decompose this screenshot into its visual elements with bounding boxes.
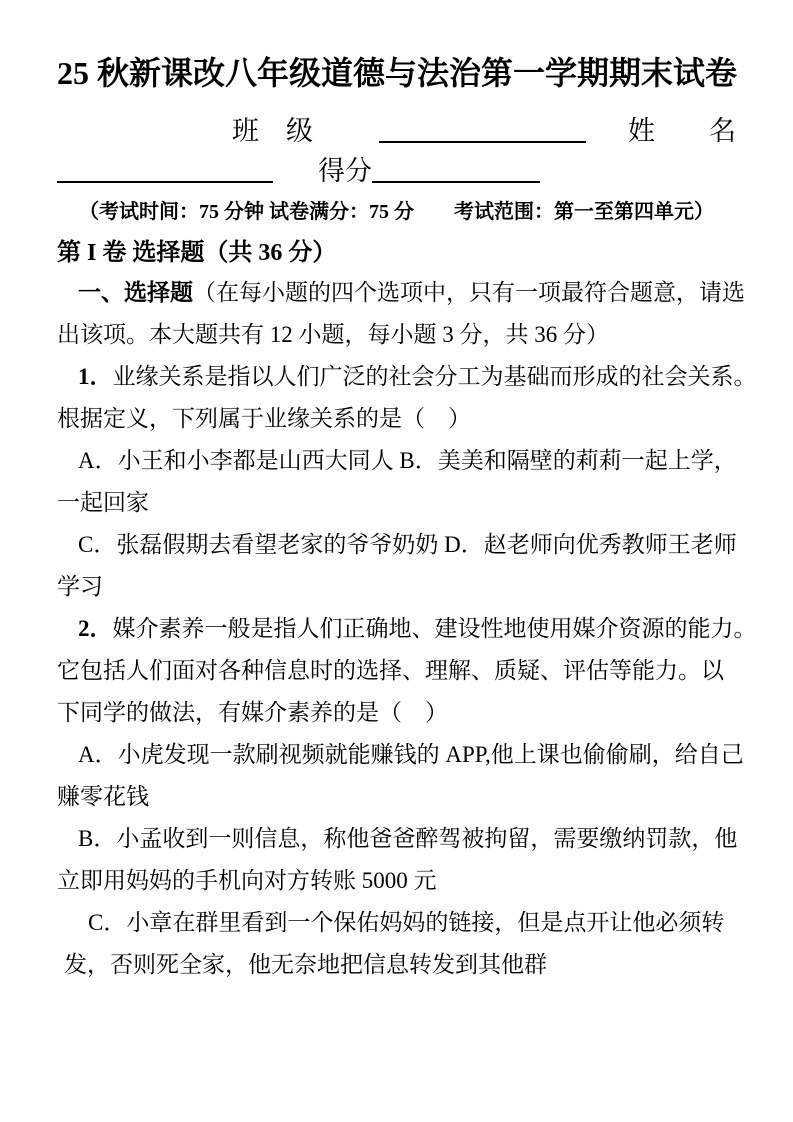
line-lead: 2． [78,616,113,642]
line-text: 出该项。本大题共有 12 小题，每小题 3 分，共 36 分） [57,322,609,348]
line-text: 一起回家 [57,490,149,516]
text-line [57,902,736,944]
text-line [57,776,736,818]
exam-info-line: （考试时间：75 分钟 试卷满分：75 分 考试范围：第一至第四单元） [79,201,714,224]
line-lead: C． [78,532,117,558]
class-label: 班 级 [232,115,313,146]
header-score-row [57,146,736,186]
line-text: 小孟收到一则信息，称他爸爸醉驾被拘留，需要缴纳罚款，他 [116,826,738,852]
line-text: 根据定义，下列属于业缘关系的是（ ） [57,406,471,432]
text-line [57,272,745,314]
name-label: 姓 名 [628,115,736,146]
body-lines [57,272,757,986]
text-line [57,482,736,524]
text-line [57,692,736,734]
line-text: 赚零花钱 [57,784,149,810]
text-line [57,440,736,482]
line-text: 媒介素养一般是指人们正确地、建设性地使用媒介资源的能力。 [112,616,757,642]
line-text: 小章在群里看到一个保佑妈妈的链接，但是点开让他必须转 [126,910,725,936]
line-lead: A． [78,448,118,474]
line-text: 立即用妈妈的手机向对方转账 5000 元 [57,868,437,894]
section-heading: 第 I 卷 选择题（共 36 分） [57,240,337,267]
page-title: 25 秋新课改八年级道德与法治第一学期期末试卷 [57,55,738,91]
line-text: 它包括人们面对各种信息时的选择、理解、质疑、评估等能力。以 [57,658,724,684]
name-blank-underline [57,180,273,183]
text-line [57,314,736,356]
text-line [57,398,736,440]
line-lead: C． [88,910,127,936]
header-class-name-row [57,106,736,146]
line-text: 业缘关系是指以人们广泛的社会分工为基础而形成的社会关系。 [112,364,757,390]
text-line [57,356,757,398]
line-text: 发，否则死全家，他无奈地把信息转发到其他群 [64,952,547,978]
text-line [57,566,736,608]
line-text: 张磊假期去看望老家的爷爷奶奶 D．赵老师向优秀教师王老师 [116,532,737,558]
text-line [57,944,736,986]
text-line [57,734,744,776]
line-text: （在每小题的四个选项中，只有一项最符合题意，请选 [193,280,745,306]
text-line [57,608,757,650]
class-blank-underline [379,140,586,143]
line-text: 小王和小李都是山西大同人 B．美美和隔壁的莉莉一起上学， [117,448,737,474]
score-label: 得分 [318,155,372,186]
score-blank-underline [372,180,540,183]
line-lead: 一、选择题 [78,280,193,306]
text-line [57,524,736,566]
line-text: 小虎发现一款刷视频就能赚钱的 APP,他上课也偷偷刷，给自己 [117,742,744,768]
line-lead: 1． [78,364,113,390]
line-text: 下同学的做法，有媒介素养的是（ ） [57,700,448,726]
line-lead: A． [78,742,118,768]
text-line [57,650,736,692]
text-line [57,860,736,902]
line-lead: B． [78,826,117,852]
text-line [57,818,736,860]
line-text: 学习 [57,574,103,600]
